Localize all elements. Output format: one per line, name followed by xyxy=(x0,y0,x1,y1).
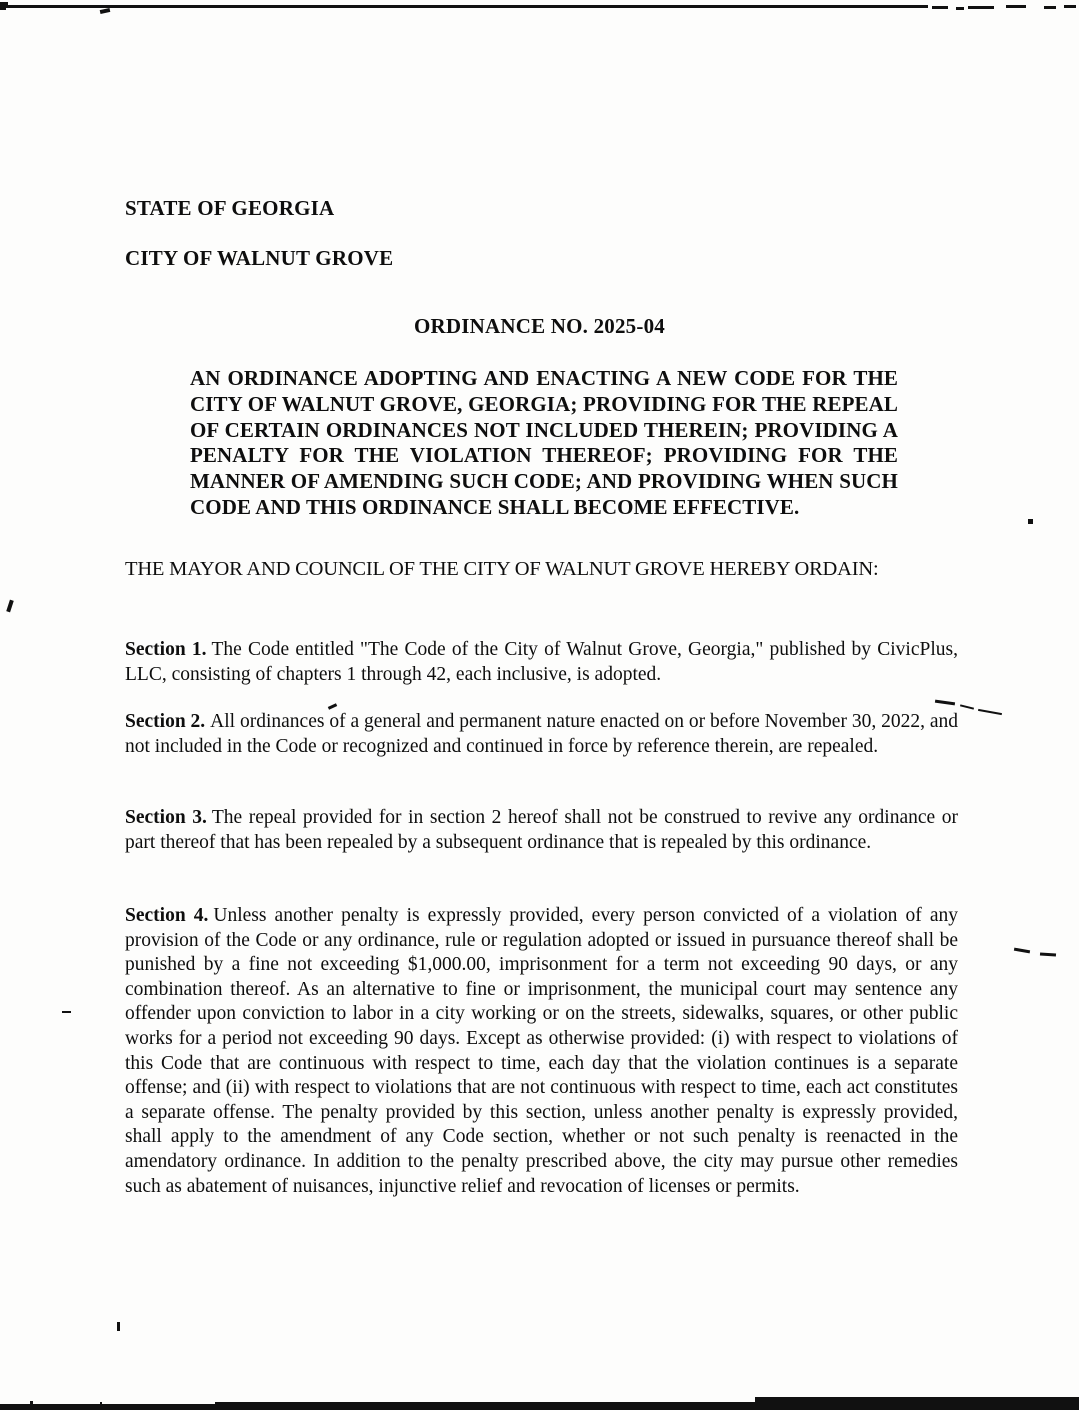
scan-artifact xyxy=(62,1011,71,1013)
ordain-clause: THE MAYOR AND COUNCIL OF THE CITY OF WALNUT GROVE HEREBY ORDAIN: xyxy=(125,558,879,580)
section-3-text: The repeal provided for in section 2 hereof shall not be construed to revive any ordinance or part thereof that has been repealed by a subsequent ordinance that is repealed by this ordinance. xyxy=(125,807,958,853)
city-heading: CITY OF WALNUT GROVE xyxy=(125,246,394,270)
scan-artifact xyxy=(755,1397,1079,1410)
section-3-label: Section 3. xyxy=(125,807,207,828)
scan-artifact xyxy=(968,6,994,9)
scan-artifact xyxy=(932,6,948,9)
section-2-label: Section 2. xyxy=(125,711,206,732)
scan-artifact xyxy=(935,700,955,706)
scan-artifact xyxy=(978,709,1002,715)
section-1-paragraph xyxy=(125,638,958,687)
scan-artifact xyxy=(30,1401,33,1407)
scan-artifact xyxy=(0,8,6,10)
section-2-text: All ordinances of a general and permanent nature enacted on or before November 30, 2022, and not included in the Code or recognized and continued in force by reference therein, are repealed. xyxy=(125,711,958,757)
scan-artifact xyxy=(1040,952,1056,956)
scan-artifact xyxy=(1044,6,1056,9)
scan-artifact xyxy=(1014,948,1030,954)
scan-artifact xyxy=(6,600,14,613)
section-2-paragraph xyxy=(125,710,958,759)
scan-artifact xyxy=(328,703,337,710)
section-4-paragraph xyxy=(125,904,958,1199)
section-1-label: Section 1. xyxy=(125,639,207,660)
scan-artifact-top-line xyxy=(0,5,928,8)
section-4-label: Section 4. xyxy=(125,905,209,926)
scan-artifact xyxy=(1064,5,1076,8)
ordinance-title: ORDINANCE NO. 2025-04 xyxy=(414,314,665,338)
ordinance-preamble: AN ORDINANCE ADOPTING AND ENACTING A NEW CODE FOR THE CITY OF WALNUT GROVE, GEORGIA; PROVIDING FOR THE REPEAL OF CERTAIN ORDINANCES NOT INCLUDED THEREIN; PROVIDING A PENALTY FOR THE VIOLATION THEREOF; PROVIDING FOR THE MANNER OF AMENDING SUCH CODE; AND PROVIDING WHEN SUCH CODE AND THIS ORDINANCE SHALL BECOME EFFECTIVE. xyxy=(190,366,898,519)
scan-artifact xyxy=(100,8,111,14)
scan-artifact xyxy=(1006,5,1026,8)
state-heading: STATE OF GEORGIA xyxy=(125,196,335,220)
section-4-text: Unless another penalty is expressly provided, every person convicted of a violation of any provision of the Code or any ordinance, rule or regulation adopted or issued in pursuance thereof shall be punished by a fine not exceeding $1,000.00, imprisonment for a term not exceeding 90 days, or any combination thereof. As an alternative to fine or imprisonment, the municipal court may sentence any offender upon conviction to labor in a city working or on the streets, sidewalks, squares, or other public works for a period not exceeding 90 days. Except as otherwise provided: (i) with respect to violations of this Code that are continuous with respect to time, each day that the violation continues is a separate offense; and (ii) with respect to violations that are not continuous with respect to time, each act constitutes a separate offense. The penalty provided by this section, unless another penalty is expressly provided, shall apply to the amendment of any Code section, whether or not such penalty is reenacted in the amendatory ordinance. In addition to the penalty prescribed above, the city may pursue other remedies such as abatement of nuisances, injunctive relief and revocation of licenses or permits. xyxy=(125,905,958,1197)
scan-artifact xyxy=(100,1402,102,1407)
scan-artifact xyxy=(117,1322,120,1331)
scan-artifact xyxy=(215,1402,755,1410)
section-1-text: The Code entitled "The Code of the City of Walnut Grove, Georgia," published by CivicPlus, LLC, consisting of chapters 1 through 42, each inclusive, is adopted. xyxy=(125,639,958,685)
section-3-paragraph xyxy=(125,806,958,855)
scan-artifact xyxy=(0,2,8,5)
scan-artifact xyxy=(956,7,964,10)
scan-artifact xyxy=(960,704,974,709)
scan-artifact xyxy=(1028,519,1033,524)
